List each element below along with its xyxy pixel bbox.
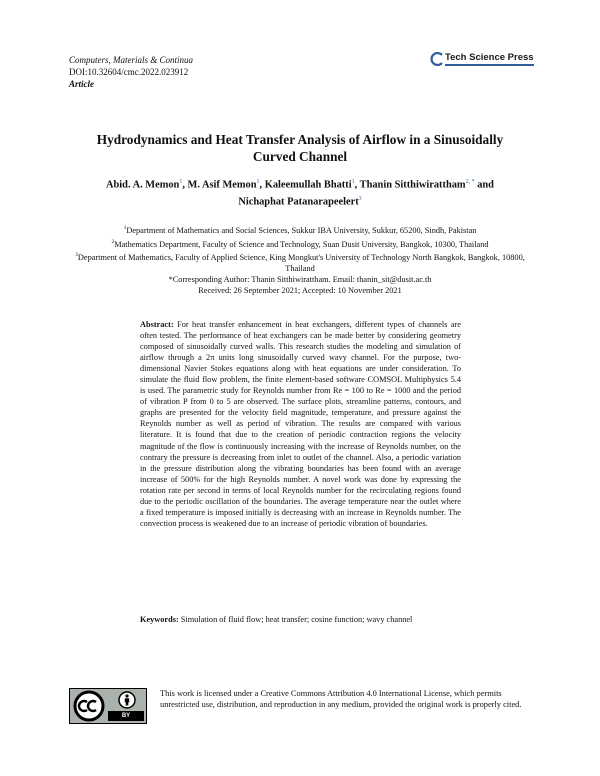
author-name: Abid. A. Memon xyxy=(106,179,180,191)
and-word: and xyxy=(477,179,494,191)
affiliation-line xyxy=(60,237,540,251)
affiliation-text: Mathematics Department, Faculty of Science and Technology, Suan Dusit University, Bangkok, 10300, Thailand xyxy=(114,239,489,249)
doi[interactable]: DOI:10.32604/cmc.2022.023912 xyxy=(69,67,189,77)
license-text: This work is licensed under a Creative Commons Attribution 4.0 International License, which permits unrestricted use, distribution, and reproduction in any medium, provided the original work is properly cited. xyxy=(160,689,522,709)
attribution-person-icon xyxy=(118,691,136,709)
author-name: Kaleemullah Bhatti xyxy=(264,179,352,191)
affiliation-number: 1 xyxy=(123,225,127,231)
license-block xyxy=(69,688,532,724)
author-name: Thanin Sitthiwirattham xyxy=(359,179,466,191)
publisher-logo-icon xyxy=(429,52,443,66)
author-name: M. Asif Memon xyxy=(187,179,257,191)
author-affil-ref[interactable]: 1 xyxy=(351,179,355,185)
affiliations xyxy=(60,223,540,297)
author-list: Abid. A. Memon$^1$, M. Asif Memon$^1$, Kaleemullah Bhatti$^1$, Thanin Sitthiwirattham$^{2, *}$ and Nichaphat Patanarapeelert$^3$ xyxy=(106,179,494,208)
affiliation-line xyxy=(60,250,540,275)
corresponding-author: *Corresponding Author: Thanin Sitthiwirattham. Email: thanin_sit@dusit.ac.th xyxy=(168,274,432,284)
paper-title: Hydrodynamics and Heat Transfer Analysis of Airflow in a Sinusoidally Curved Channel xyxy=(96,132,504,164)
author-affil-ref[interactable]: 1 xyxy=(179,179,183,185)
abstract xyxy=(140,319,461,529)
keywords-text: Simulation of fluid flow; heat transfer; cosine function; wavy channel xyxy=(180,615,413,624)
received-accepted-dates: Received: 26 September 2021; Accepted: 10 November 2021 xyxy=(198,285,402,295)
keywords-label: Keywords: xyxy=(140,615,179,624)
cc-by-badge[interactable] xyxy=(69,688,147,724)
affiliation-text: Department of Mathematics and Social Sciences, Sukkur IBA University, Sukkur, 65200, Sindh, Pakistan xyxy=(126,225,477,235)
affiliation-number: 2 xyxy=(111,238,115,245)
cc-icon xyxy=(72,689,106,723)
affiliation-text: Department of Mathematics, Faculty of Applied Science, King Mongkut's University of Technology North Bangkok, Bangkok, 10800, Thailand xyxy=(77,253,525,274)
affiliation-line xyxy=(60,223,540,237)
abstract-label: Abstract: xyxy=(140,320,174,329)
author-affil-ref[interactable]: 1 xyxy=(256,179,260,185)
affiliation-number: 3 xyxy=(75,252,78,259)
publisher-name: Tech Science Press xyxy=(445,52,534,66)
journal-name: Computers, Materials & Continua xyxy=(69,55,194,65)
journal-info xyxy=(69,54,193,90)
cc-by-label: BY xyxy=(108,711,144,721)
article-type: Article xyxy=(69,79,94,89)
author-name: Nichaphat Patanarapeelert xyxy=(238,196,359,208)
author-affil-ref[interactable]: 3 xyxy=(358,196,362,203)
keywords xyxy=(140,614,461,625)
author-affil-ref[interactable]: 2, * xyxy=(465,179,475,185)
publisher-logo xyxy=(429,52,534,66)
abstract-text: For heat transfer enhancement in heat exchangers, different types of channels are often tested. The performance of heat exchangers can be made better by considering geometry composed of sinusoidally curved walls. This research studies the modeling and simulation of airflow through a 2π units long sinusoidally curved wavy channel. For the purpose, two-dimensional Navier Stokes equations along with heat equations are under consideration. To simulate the fluid flow problem, the finite element-based software COMSOL Multiphysics 5.4 is used. The parametric study for Reynolds number from Re = 100 to Re = 1000 and the period of vibration P from 0 to 5 are observed. The surface plots, streamline patterns, contours, and graphs are presented for the velocity field magnitude, temperature, and pressure against the Reynolds number as well as period of vibration. The results are compared with various literature. It is found that due to the creation of periodic contraction regions the velocity magnitude of the flow is continuously increasing with the increase of Reynolds number, on the contrary the pressure is decreasing from inlet to outlet of the channel. Also, a periodic variation in the pressure distribution along the vibrating boundaries has been found with an average increase of 500% for the high Reynolds number. A novel work was done by expressing the rotation rate per second in terms of local Reynolds number for the recirculating regions found due to the periodic oscillation of the boundaries. The average temperature near the outlet where a fixed temperature is imposed initially is decreasing with an increase in Reynolds number. The convection process is weakened due to an increase of periodic vibration of boundaries. xyxy=(140,320,461,528)
